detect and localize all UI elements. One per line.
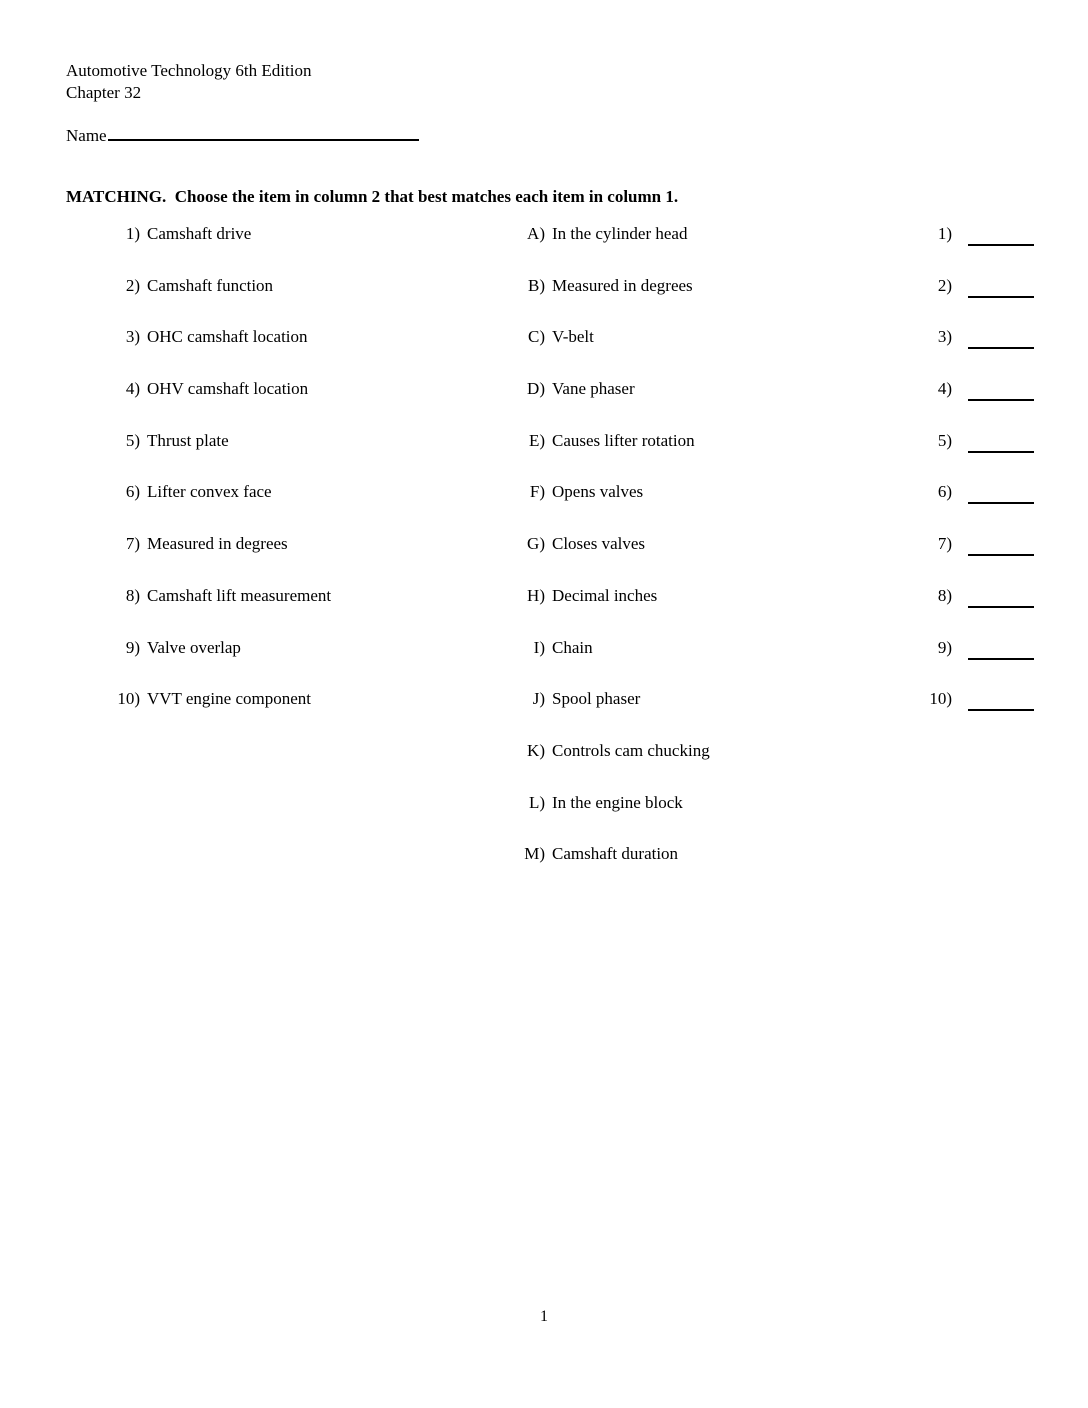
match-row [0, 787, 1088, 839]
column1-item [108, 481, 272, 503]
column1-item-number: 10) [117, 689, 140, 709]
column1-item-text: Measured in degrees [147, 534, 288, 554]
match-row [0, 425, 1088, 477]
matching-instructions: MATCHING. Choose the item in column 2 that best matches each item in column 1. [66, 187, 679, 206]
name-input-line[interactable] [108, 120, 419, 141]
column2-item-text: In the engine block [552, 792, 683, 812]
column1-item-text: Camshaft function [147, 275, 274, 295]
column1-item-number: 9) [125, 637, 140, 657]
column2-item-letter: F) [529, 482, 545, 502]
match-row [0, 632, 1088, 684]
column1-item [108, 533, 288, 555]
answer-item-number: 4) [937, 379, 952, 399]
matching-grid [0, 218, 1088, 890]
column2-item-text: Closes valves [552, 534, 646, 554]
column2-item-text: In the cylinder head [552, 224, 688, 243]
column1-item-text: OHV camshaft location [147, 379, 309, 399]
column2-item [513, 688, 640, 710]
column1-item [108, 688, 311, 710]
column2-item [513, 843, 678, 865]
column2-item [513, 481, 643, 503]
answer-item [920, 275, 1034, 298]
column2-item-text: V-belt [552, 327, 594, 347]
answer-blank[interactable] [968, 275, 1034, 298]
match-row [0, 528, 1088, 580]
answer-blank[interactable] [968, 637, 1034, 660]
column2-item [513, 792, 683, 814]
column1-item [108, 378, 308, 400]
column2-item [513, 637, 593, 659]
answer-blank[interactable] [968, 223, 1034, 246]
answer-item [920, 688, 1034, 711]
column1-item [108, 637, 241, 659]
answer-item [920, 585, 1034, 608]
answer-item [920, 326, 1034, 349]
column1-item-number: 8) [125, 585, 140, 605]
answer-item-number: 2) [937, 275, 952, 295]
answer-item [920, 481, 1034, 504]
answer-blank[interactable] [968, 326, 1034, 349]
match-row [0, 735, 1088, 787]
column2-item [513, 740, 710, 762]
answer-blank[interactable] [968, 378, 1034, 401]
column1-item-number: 3) [125, 327, 140, 347]
answer-item-number: 5) [937, 430, 952, 450]
column1-item-number: 2) [125, 275, 140, 295]
answer-blank[interactable] [968, 430, 1034, 453]
column2-item-letter: C) [528, 327, 545, 347]
column2-item-letter: A) [527, 224, 545, 243]
match-row [0, 270, 1088, 322]
column2-item [513, 378, 635, 400]
answer-item-number: 9) [937, 637, 952, 657]
document-header [66, 60, 311, 104]
column2-item-letter: M) [524, 844, 545, 864]
answer-item [920, 430, 1034, 453]
column2-item [513, 533, 645, 555]
answer-item-number: 10) [929, 689, 952, 709]
answer-item-number: 1) [937, 224, 952, 243]
column2-item [513, 223, 687, 245]
column1-item-number: 6) [125, 482, 140, 502]
column2-item-letter: H) [527, 585, 545, 605]
match-row [0, 683, 1088, 735]
answer-blank[interactable] [968, 481, 1034, 504]
name-label: Name [66, 126, 107, 145]
column1-item-text: VVT engine component [147, 689, 311, 709]
answer-item [920, 533, 1034, 556]
column2-item-letter: D) [527, 379, 545, 399]
column2-item-text: Controls cam chucking [552, 740, 710, 760]
answer-item [920, 378, 1034, 401]
column2-item [513, 326, 594, 348]
answer-blank[interactable] [968, 533, 1034, 556]
column2-item-text: Measured in degrees [552, 275, 693, 295]
column1-item-number: 5) [125, 430, 140, 450]
column1-item [108, 326, 308, 348]
document-title: Automotive Technology 6th Edition [66, 61, 312, 80]
chapter-label: Chapter 32 [66, 83, 142, 102]
column2-item-letter: J) [532, 689, 545, 709]
column1-item [108, 223, 251, 245]
page-number: 1 [540, 1308, 548, 1325]
column2-item-text: Camshaft duration [552, 844, 679, 864]
column1-item-text: Camshaft drive [147, 224, 252, 243]
match-row [0, 321, 1088, 373]
answer-item [920, 637, 1034, 660]
match-row [0, 218, 1088, 270]
column1-item-text: Valve overlap [147, 637, 241, 657]
column1-item [108, 275, 273, 297]
column2-item-letter: L) [528, 792, 545, 812]
column2-item-text: Causes lifter rotation [552, 430, 695, 450]
column1-item [108, 430, 229, 452]
match-row [0, 476, 1088, 528]
column2-item-text: Spool phaser [552, 689, 641, 709]
column2-item-letter: E) [528, 430, 545, 450]
column2-item-text: Chain [552, 637, 593, 657]
answer-item [920, 223, 1034, 246]
match-row [0, 838, 1088, 890]
column1-item [108, 585, 331, 607]
column1-item-text: Thrust plate [147, 430, 229, 450]
match-row [0, 580, 1088, 632]
name-field-row [66, 120, 419, 147]
column2-item-text: Opens valves [552, 482, 644, 502]
answer-item-number: 6) [937, 482, 952, 502]
column2-item-letter: I) [533, 637, 545, 657]
column2-item [513, 275, 693, 297]
column1-item-number: 7) [125, 534, 140, 554]
answer-item-number: 8) [937, 585, 952, 605]
column1-item-number: 4) [125, 379, 140, 399]
column2-item-letter: G) [527, 534, 545, 554]
column2-item-text: Decimal inches [552, 585, 658, 605]
answer-item-number: 3) [937, 327, 952, 347]
answer-blank[interactable] [968, 688, 1034, 711]
column1-item-text: Camshaft lift measurement [147, 585, 332, 605]
column2-item-letter: B) [528, 275, 545, 295]
answer-blank[interactable] [968, 585, 1034, 608]
match-row [0, 373, 1088, 425]
column1-item-text: OHC camshaft location [147, 327, 308, 347]
column2-item [513, 430, 695, 452]
column2-item-text: Vane phaser [552, 379, 635, 399]
column2-item [513, 585, 657, 607]
answer-item-number: 7) [937, 534, 952, 554]
column1-item-text: Lifter convex face [147, 482, 272, 502]
column2-item-letter: K) [527, 740, 545, 760]
column1-item-number: 1) [125, 224, 140, 243]
